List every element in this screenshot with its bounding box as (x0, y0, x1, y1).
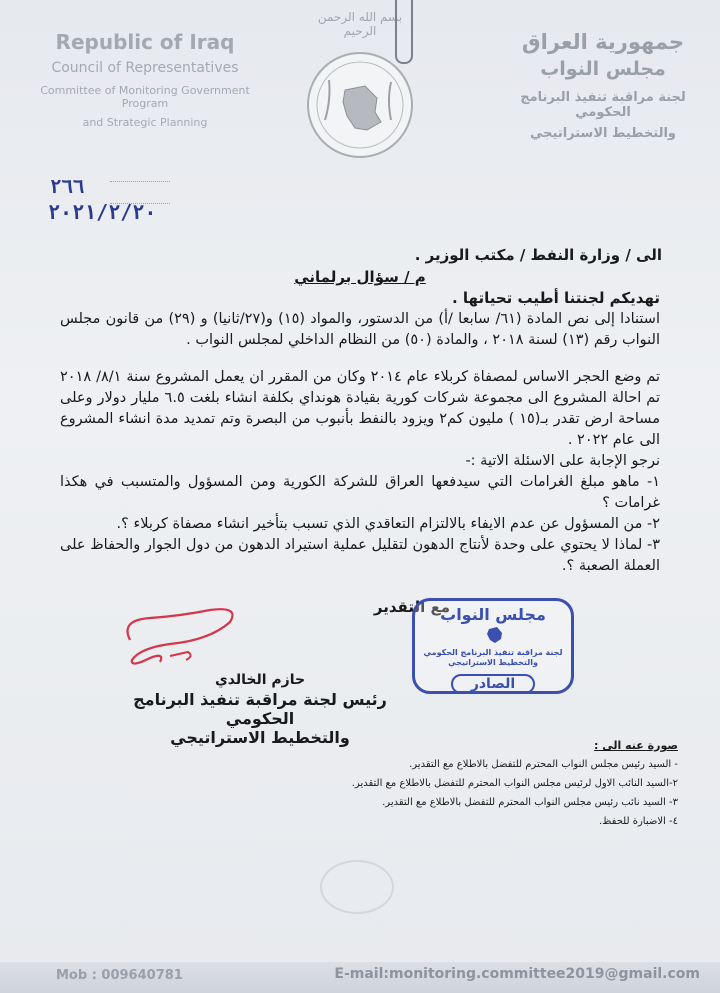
reference-date: ٢٠٢١/٢/٢٠ (48, 200, 157, 224)
basmala: بسم الله الرحمن الرحيم (317, 10, 403, 38)
header-right-line: جمهورية العراق (521, 30, 685, 54)
signer-title: والتخطيط الاستراتيجي (170, 728, 350, 747)
letter-paragraph-legal-basis: استنادا إلى نص المادة (٦١/ سابعا /أ) من الدستور، والمواد (١٥) و(٢٧/ثانيا) و (٢٩) من قانون مجلس النواب رقم (١٣) لسنة ٢٠١٨ ، والمادة (٥٠) من النظام الداخلي لمجلس النواب . (60, 311, 660, 348)
header-right-line: لجنة مراقبة تنفيذ البرنامج الحكومي (520, 90, 686, 120)
signer-name: حازم الخالدي (214, 672, 306, 688)
header-left-line: Republic of Iraq (55, 30, 235, 54)
letter-recipient: الى / وزارة النفط / مكتب الوزير . (414, 246, 662, 264)
stamp-label: الصادر (451, 674, 535, 694)
letter-paragraph-project: تم وضع الحجر الاساس لمصفاة كربلاء عام ٢٠١٤ وكان من المقرر ان يعمل المشروع سنة ٨/١/ ٢٠١٨ تم احالة المشروع الى مجموعة شركات كورية بقيادة هونداي بكلفة انشاء بلغت ٦.٥ مليار دولار وعلى مساحة ارض تقدر بـ(١٥ ) مليون كم٢ ويزود بالنفط بأنبوب من البصرة وتم تمديد مدة انشاء المشروع الى عام ٢٠٢٢ . (60, 369, 661, 448)
header-left-letterhead (40, 30, 250, 129)
reference-number: ٢٦٦ (50, 176, 85, 198)
footer-email: E-mail:monitoring.committee2019@gmail.com (334, 966, 700, 982)
copies-list (348, 755, 678, 831)
copies-item: ٤- الاضبارة للحفظ. (599, 816, 678, 827)
question-item: ٣- لماذا لا يحتوي على وحدة لأنتاج الدهون لتقليل عملية استيراد الدهون من دول الجوار والحفاظ على العملة الصعبة ؟. (60, 537, 660, 574)
footer-mobile: Mob : 009640781 (56, 968, 183, 983)
header-left-line: Council of Representatives (51, 60, 239, 76)
copies-heading: صورة عنه الى : (594, 739, 678, 752)
header-right-letterhead (508, 30, 698, 141)
reference-number-line (110, 181, 170, 182)
parliament-emblem-icon (305, 50, 415, 160)
copies-item: ٢-السيد النائب الاول لرئيس مجلس النواب المحترم للتفضل بالاطلاع مع التقدير. (351, 778, 678, 789)
signer-title: رئيس لجنة مراقبة تنفيذ البرنامج الحكومي (133, 690, 387, 728)
header-right-line: والتخطيط الاستراتيجي (530, 126, 676, 141)
letter-closing: مع التقدير (373, 598, 450, 616)
signature (110, 600, 250, 670)
copies-section (348, 736, 678, 831)
stamp-title: مجلس النواب (440, 605, 546, 624)
stamp-committee: لجنة مراقبة تنفيذ البرنامج الحكومي والتخطيط الاستراتيجي (423, 648, 563, 667)
question-item: ٢- من المسؤول عن عدم الايفاء بالالتزام التعاقدي الذي تسبب بتأخير انشاء مصفاة كربلاء ؟. (116, 516, 660, 532)
letter-body (60, 288, 660, 577)
question-item: ١- ماهو مبلغ الغرامات التي سيدفعها العراق للشركة الكورية ومن المسؤول والمتسبب في هكذا غرامات ؟ (60, 474, 660, 511)
stamp-emblem-icon (483, 625, 507, 645)
copies-item: ٣- السيد نائب رئيس مجلس النواب المحترم للتفضل بالاطلاع مع التقدير. (382, 797, 678, 808)
copies-item: - السيد رئيس مجلس النواب المحترم للتفضل بالاطلاع مع التقدير. (409, 759, 678, 770)
header-right-line: مجلس النواب (540, 58, 666, 80)
header-left-line: Committee of Monitoring Government Program (40, 84, 250, 110)
header-left-line: and Strategic Planning (82, 116, 208, 129)
faint-seal-mark (320, 860, 394, 914)
official-stamp (412, 598, 574, 694)
letter-greeting: تهديكم لجنتنا أطيب تحياتها . (452, 289, 660, 307)
questions-intro: نرجو الإجابة على الاسئلة الاتية :- (465, 453, 660, 469)
letter-subject: م / سؤال برلماني (294, 268, 426, 286)
questions-list (60, 472, 660, 577)
